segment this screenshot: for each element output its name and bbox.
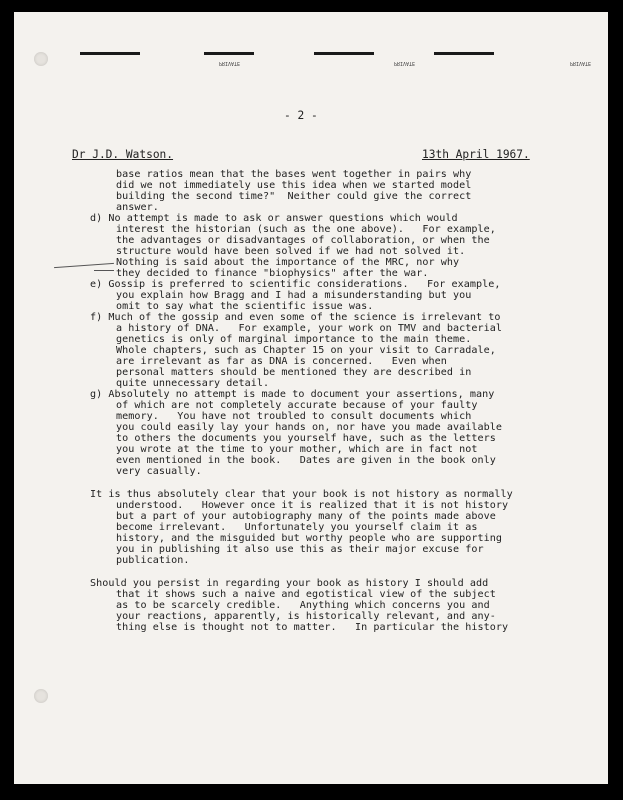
body-line: a history of DNA. For example, your work on TMV and bacterial — [116, 323, 502, 334]
body-line: are irrelevant as far as DNA is concerned. Even when — [116, 356, 447, 367]
letter-date: 13th April 1967. — [422, 148, 530, 161]
pencil-mark — [94, 270, 114, 271]
body-line: you could easily lay your hands on, nor have you made available — [116, 422, 502, 433]
item-g-line: g) Absolutely no attempt is made to document your assertions, many — [90, 389, 495, 400]
stamp-mark: PRIVATE — [570, 60, 592, 66]
body-line: omit to say what the scientific issue was. — [116, 301, 374, 312]
punch-hole — [34, 52, 48, 66]
letter-page — [14, 12, 608, 784]
paragraph-line: history, and the misguided but worthy people who are supporting — [116, 533, 502, 544]
paragraph-line: It is thus absolutely clear that your book is not history as normally — [90, 489, 513, 500]
pencil-mark — [54, 263, 114, 268]
stamp-mark: PRIVATE — [394, 60, 416, 66]
body-line: the advantages or disadvantages of collaboration, or when the — [116, 235, 490, 246]
paragraph-line: understood. However once it is realized that it is not history — [116, 500, 509, 511]
paragraph-line: thing else is thought not to matter. In particular the history — [116, 622, 509, 633]
bleed-mark — [204, 52, 254, 55]
paragraph-line: your reactions, apparently, is historically relevant, and any- — [116, 611, 496, 622]
item-f-line: f) Much of the gossip and even some of the science is irrelevant to — [90, 312, 501, 323]
body-line: personal matters should be mentioned they are described in — [116, 367, 472, 378]
body-line: interest the historian (such as the one above). For example, — [116, 224, 496, 235]
item-d-line: d) No attempt is made to ask or answer questions which would — [90, 213, 458, 224]
paragraph-line: Should you persist in regarding your book as history I should add — [90, 578, 489, 589]
body-line: memory. You have not troubled to consult documents which — [116, 411, 472, 422]
paragraph-line: that it shows such a naive and egotistical view of the subject — [116, 589, 496, 600]
body-line: they decided to finance "biophysics" after the war. — [116, 268, 429, 279]
paragraph-line: you in publishing it also use this as their major excuse for — [116, 544, 484, 555]
paragraph-line: but a part of your autobiography many of the points made above — [116, 511, 496, 522]
paragraph-line: publication. — [116, 555, 190, 566]
body-line: Whole chapters, such as Chapter 15 on your visit to Carradale, — [116, 345, 496, 356]
body-line: very casually. — [116, 466, 202, 477]
bleed-mark — [314, 52, 374, 55]
bleed-mark — [434, 52, 494, 55]
body-line: structure would have been solved if we had not solved it. — [116, 246, 466, 257]
body-line: Nothing is said about the importance of the MRC, nor why — [116, 257, 460, 268]
body-line: base ratios mean that the bases went together in pairs why — [116, 169, 472, 180]
body-line: genetics is only of marginal importance to the main theme. — [116, 334, 472, 345]
bleed-mark — [80, 52, 140, 55]
body-line: did we not immediately use this idea when we started model — [116, 180, 472, 191]
stamp-mark: PRIVATE — [219, 60, 241, 66]
body-line: building the second time?" Neither could give the correct — [116, 191, 472, 202]
item-e-line: e) Gossip is preferred to scientific considerations. For example, — [90, 279, 501, 290]
paragraph-line: as to be scarcely credible. Anything which concerns you and — [116, 600, 490, 611]
punch-hole — [34, 689, 48, 703]
addressee: Dr J.D. Watson. — [72, 148, 174, 161]
body-line: you wrote at the time to your mother, which are in fact not — [116, 444, 478, 455]
body-line: even mentioned in the book. Dates are given in the book only — [116, 455, 496, 466]
body-line: quite unnecessary detail. — [116, 378, 270, 389]
body-line: of which are not completely accurate because of your faulty — [116, 400, 478, 411]
paragraph-line: become irrelevant. Unfortunately you yourself claim it as — [116, 522, 478, 533]
body-line: to others the documents you yourself have, such as the letters — [116, 433, 496, 444]
body-line: answer. — [116, 202, 159, 213]
body-line: you explain how Bragg and I had a misunderstanding but you — [116, 290, 472, 301]
page-number: - 2 - — [284, 109, 318, 122]
